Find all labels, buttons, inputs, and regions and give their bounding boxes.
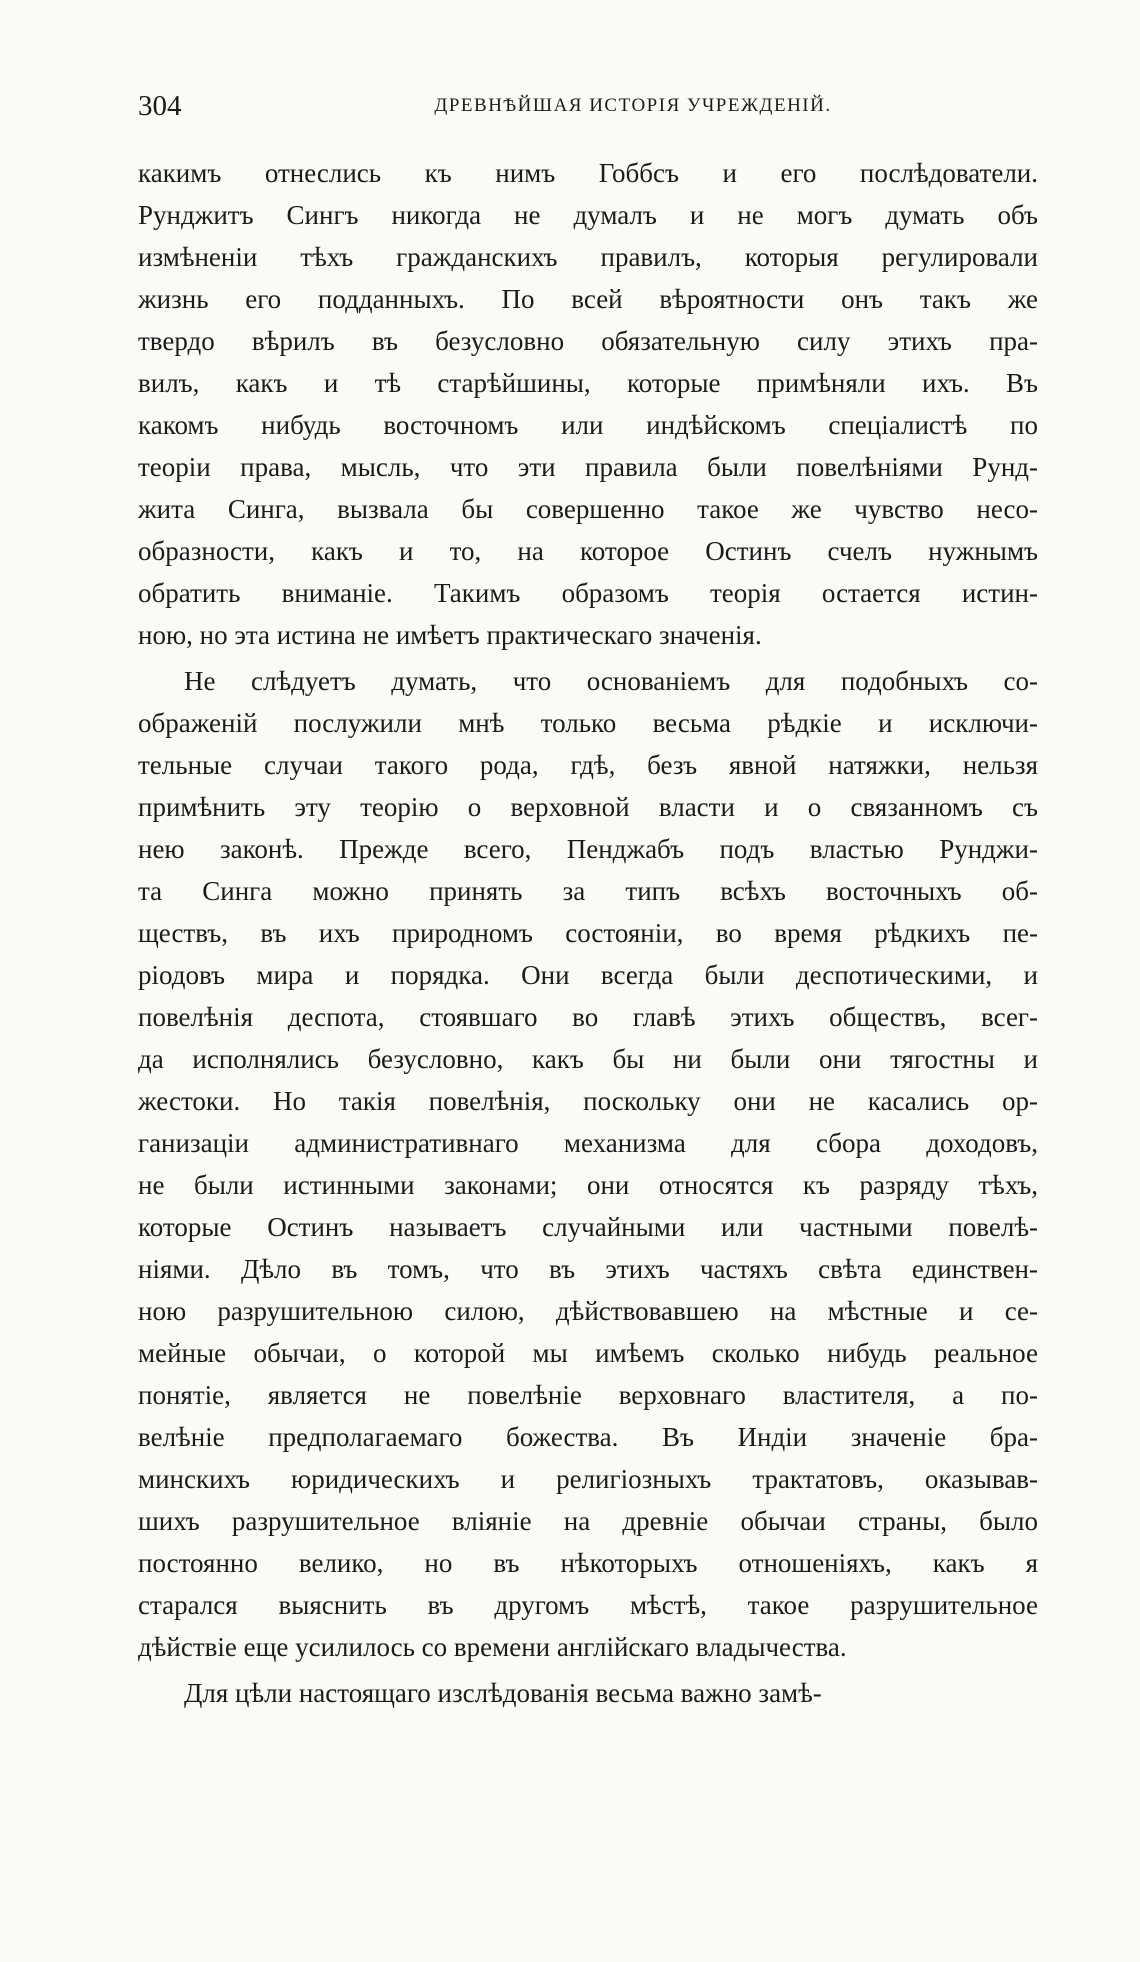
text-line: постоянно велико, но въ нѣкоторыхъ отношеніяхъ, какъ я: [138, 1548, 1038, 1578]
paragraph: [138, 1672, 1038, 1714]
text-line: велѣніе предполагаемаго божества. Въ Индіи значеніе бра-: [138, 1422, 1038, 1452]
text-line: нею законѣ. Прежде всего, Пенджабъ подъ властью Рунджи-: [138, 834, 1038, 864]
page-number: 304: [138, 90, 182, 122]
text-line: которые Остинъ называетъ случайными или частными повелѣ-: [138, 1212, 1038, 1242]
text-line: ною разрушительною силою, дѣйствовавшею на мѣстные и се-: [138, 1296, 1038, 1326]
text-line: дѣйствіе еще усилилось со времени англійскаго владычества.: [138, 1632, 847, 1662]
body-text: [138, 152, 1038, 1718]
text-line: та Синга можно принять за типъ всѣхъ восточныхъ об-: [138, 876, 1038, 906]
text-line: мейные обычаи, о которой мы имѣемъ сколько нибудь реальное: [138, 1338, 1038, 1368]
text-line: твердо вѣрилъ въ безусловно обязательную силу этихъ пра-: [138, 326, 1038, 356]
text-line: образности, какъ и то, на которое Остинъ счелъ нужнымъ: [138, 536, 1038, 566]
text-line: тельные случаи такого рода, гдѣ, безъ явной натяжки, нельзя: [138, 750, 1038, 780]
text-line: Рунджитъ Сингъ никогда не думалъ и не могъ думать объ: [138, 200, 1038, 230]
text-line: вилъ, какъ и тѣ старѣйшины, которые примѣняли ихъ. Въ: [138, 368, 1038, 398]
text-line: ніями. Дѣло въ томъ, что въ этихъ частяхъ свѣта единствен-: [138, 1254, 1038, 1284]
paragraph: [138, 152, 1038, 656]
text-line: шихъ разрушительное вліяніе на древніе обычаи страны, было: [138, 1506, 1038, 1536]
text-line: ганизаціи административнаго механизма для сбора доходовъ,: [138, 1128, 1038, 1158]
running-title: ДРЕВНѢЙШАЯ ИСТОРІЯ УЧРЕЖДЕНІЙ.: [434, 95, 832, 116]
text-line: жита Синга, вызвала бы совершенно такое же чувство несо-: [138, 494, 1038, 524]
text-line: Не слѣдуетъ думать, что основаніемъ для подобныхъ со-: [184, 666, 1038, 696]
text-line: жизнь его подданныхъ. По всей вѣроятности онъ такъ же: [138, 284, 1038, 314]
text-line: ріодовъ мира и порядка. Они всегда были деспотическими, и: [138, 960, 1038, 990]
text-line: какимъ отнеслись къ нимъ Гоббсъ и его послѣдователи.: [138, 158, 1038, 188]
paragraph: [138, 660, 1038, 1668]
text-line: повелѣнія деспота, стоявшаго во главѣ этихъ обществъ, всег-: [138, 1002, 1038, 1032]
text-line: понятіе, является не повелѣніе верховнаго властителя, а по-: [138, 1380, 1038, 1410]
text-line: какомъ нибудь восточномъ или индѣйскомъ спеціалистѣ по: [138, 410, 1038, 440]
text-line: ображеній послужили мнѣ только весьма рѣдкіе и исключи-: [138, 708, 1038, 738]
text-line: минскихъ юридическихъ и религіозныхъ трактатовъ, оказывав-: [138, 1464, 1038, 1494]
text-line: ществъ, въ ихъ природномъ состояніи, во время рѣдкихъ пе-: [138, 918, 1038, 948]
text-line: теоріи права, мысль, что эти правила были повелѣніями Рунд-: [138, 452, 1038, 482]
text-line: измѣненіи тѣхъ гражданскихъ правилъ, которыя регулировали: [138, 242, 1038, 272]
text-line: жестоки. Но такія повелѣнія, поскольку они не касались ор-: [138, 1086, 1038, 1116]
text-line: старался выяснить въ другомъ мѣстѣ, такое разрушительное: [138, 1590, 1038, 1620]
page-header: [138, 86, 1038, 126]
text-line: не были истинными законами; они относятся къ разряду тѣхъ,: [138, 1170, 1038, 1200]
text-line: Для цѣли настоящаго изслѣдованія весьма важно замѣ-: [184, 1678, 822, 1708]
text-line: да исполнялись безусловно, какъ бы ни были они тягостны и: [138, 1044, 1038, 1074]
text-line: ною, но эта истина не имѣетъ практическаго значенія.: [138, 620, 762, 650]
text-line: примѣнить эту теорію о верховной власти и о связанномъ съ: [138, 792, 1038, 822]
text-line: обратить вниманіе. Такимъ образомъ теорія остается истин-: [138, 578, 1038, 608]
